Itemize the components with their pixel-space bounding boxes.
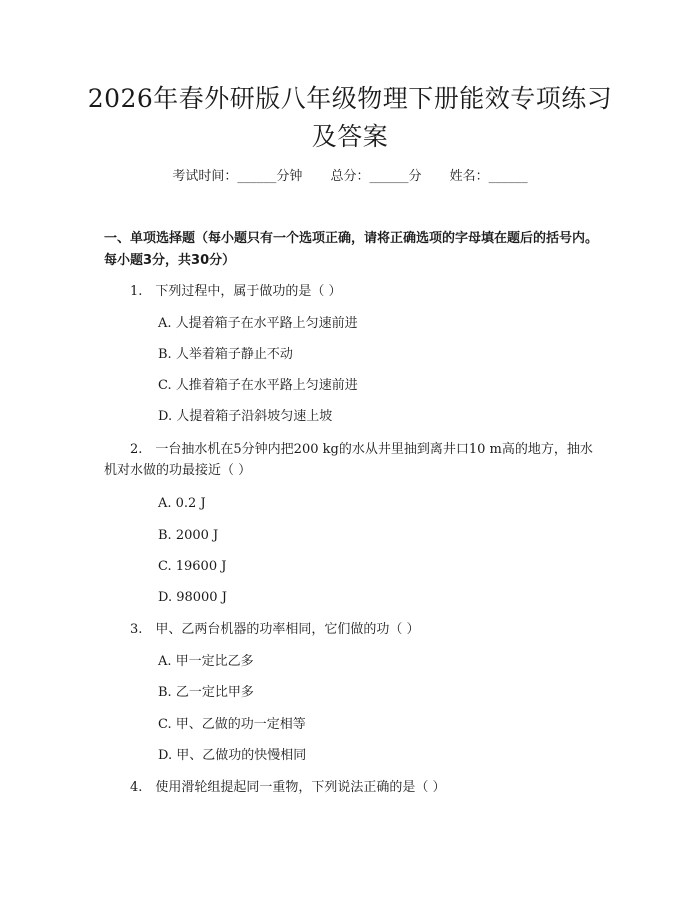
question-4-stem: 4. 使用滑轮组提起同一重物，下列说法正确的是（ ） bbox=[130, 780, 446, 795]
exam-info-line bbox=[0, 167, 700, 187]
question-1-option-d: D. 人提着箱子沿斜坡匀速上坡 bbox=[158, 409, 333, 424]
question-1-stem: 1. 下列过程中，属于做功的是（ ） bbox=[130, 284, 342, 299]
question-1-option-c: C. 人推着箱子在水平路上匀速前进 bbox=[158, 378, 358, 393]
question-1-option-a: A. 人提着箱子在水平路上匀速前进 bbox=[158, 316, 358, 331]
question-1-option-b: B. 人举着箱子静止不动 bbox=[158, 347, 293, 362]
question-3-option-d: D. 甲、乙做功的快慢相同 bbox=[158, 748, 307, 763]
exam-time-field: 考试时间：______分钟 bbox=[172, 169, 303, 184]
question-3-option-b: B. 乙一定比甲多 bbox=[158, 685, 254, 700]
question-2-option-a: A. 0.2 J bbox=[158, 496, 206, 511]
student-name-field: 姓名：______ bbox=[449, 169, 528, 184]
question-3-option-c: C. 甲、乙做的功一定相等 bbox=[158, 717, 306, 732]
question-3-stem: 3. 甲、乙两台机器的功率相同，它们做的功（ ） bbox=[130, 622, 420, 637]
question-2-stem: 2. 一台抽水机在5分钟内把200 kg的水从井里抽到离井口10 m高的地方，抽水机对水做的功最接近（ ） bbox=[104, 442, 593, 478]
total-score-field: 总分：______分 bbox=[330, 169, 422, 184]
question-2-option-b: B. 2000 J bbox=[158, 528, 219, 543]
page-title: 2026年春外研版八年级物理下册能效专项练习及答案 bbox=[87, 84, 613, 151]
question-3-option-a: A. 甲一定比乙多 bbox=[158, 654, 254, 669]
section-heading: 一、单项选择题（每小题只有一个选项正确，请将正确选项的字母填在题后的括号内。每小题3分，共30分） bbox=[104, 231, 599, 268]
question-2-option-c: C. 19600 J bbox=[158, 559, 227, 574]
question-2-option-d: D. 98000 J bbox=[158, 590, 227, 605]
